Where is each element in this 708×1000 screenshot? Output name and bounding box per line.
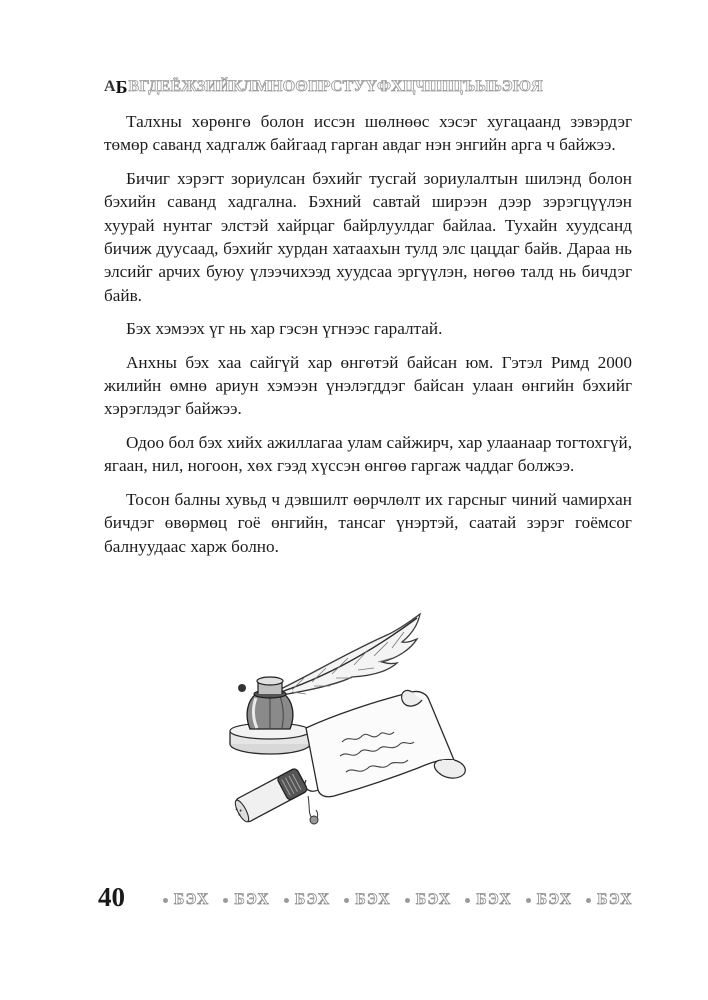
footer-item [344,891,391,909]
paragraph: Бэх хэмээх үг нь хар гэсэн үгнээс гаралтай. [126,319,443,339]
bullet-dot-icon [163,898,168,903]
alphabet-current-letter: Б [115,76,128,97]
footer-title: БЭХ [174,891,210,908]
paragraph: Талхны хөрөнгө болон иссэн шөлнөөс хэсэг хугацаанд зэвэрдэг төмөр саванд хадгалж байгаад гарган авдаг нэн энгийн арга ч байжээ. [104,112,632,155]
footer-item [223,891,270,909]
page-number: 40 [98,882,125,912]
paragraph: Бичиг хэрэгт зориулсан бэхийг тусгай зориулалтын шилэнд болон бэхийн саванд хадгална. Бэхний савтай ширээн дээр зэрэгцүүлэн хуурай нунтаг элстэй хайрцаг байрлуулдаг байлаа. Тухайн хуудсанд бичиж дуусаад, бэхийг хурдан хатаахын тулд элс цацдаг байв. Дараа нь элсийг арчих буюу үлээчихээд хуудсаа эргүүлэн, нөгөө талд нь бичдэг байв. [104,168,632,305]
footer-item [465,891,512,909]
footer-title: БЭХ [536,891,573,908]
bullet-dot-icon [465,898,470,903]
running-footer [163,888,633,912]
alphabet-header [104,76,630,98]
quill-inkwell-scroll-illustration [222,610,502,835]
footer-title: БЭХ [294,891,331,908]
footer-title: БЭХ [476,891,513,908]
footer-item [284,891,331,909]
bullet-dot-icon [223,898,228,903]
footer-title: БЭХ [355,891,392,908]
paragraph: Одоо бол бэх хийх ажиллагаа улам сайжирч, хар улаанаар тогтохгүй, ягаан, нил, ногоон, хөх гээд хүссэн өнгөө гаргаж чаддаг болжээ. [104,432,632,476]
paragraph: Тосон балны хувьд ч дэвшилт өөрчлөлт их гарсныг чиний чамирхан бичдэг өвөрмөц гоё өнгийн, тансаг үнэртэй, саатай зэрэг гоёмсог балнуудаас харж болно. [104,489,632,556]
footer-item [163,891,210,909]
bullet-dot-icon [284,898,289,903]
quill-inkwell-icon [222,610,502,835]
bullet-dot-icon [405,898,410,903]
footer-item [405,891,452,909]
footer-title: БЭХ [234,891,271,908]
bullet-dot-icon [526,898,531,903]
paragraph: Анхны бэх хаа сайгүй хар өнгөтэй байсан юм. Гэтэл Римд 2000 жилийн өмнө ариун хэмээн үнэлэгддэг байсан улаан өнгийн бэхийг хэрэглэдэг байжээ. [104,352,632,419]
footer-title: БЭХ [415,891,452,908]
footer-item [586,891,633,909]
body-text [104,110,632,568]
footer-item [526,891,573,909]
bullet-dot-icon [586,898,591,903]
alphabet-first-letter: А [104,78,116,95]
footer-title: БЭХ [597,891,633,908]
bullet-dot-icon [344,898,349,903]
alphabet-remaining-letters: ВГДЕЁЖЗИЙКЛМНОӨПРСТУҮФХЦЧШЩЪЫЬЭЮЯ [128,78,543,95]
